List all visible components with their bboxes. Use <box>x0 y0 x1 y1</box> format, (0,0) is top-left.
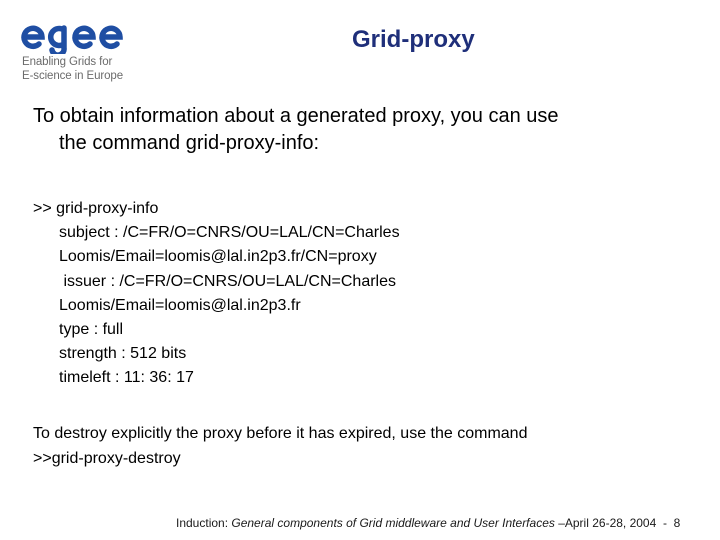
command-output <box>33 197 400 391</box>
output-line: strength : 512 bits <box>59 345 187 363</box>
destroy-text <box>33 421 527 471</box>
destroy-line1: To destroy explicitly the proxy before it has expired, use the command <box>33 425 528 442</box>
tagline-line2: E-science in Europe <box>22 70 124 82</box>
output-line: Loomis/Email=loomis@lal.in2p3.fr <box>59 296 301 314</box>
egee-wordmark-icon <box>20 20 130 54</box>
output-line: issuer : /C=FR/O=CNRS/OU=LAL/CN=Charles <box>59 272 396 290</box>
footer-date-page: –April 26-28, 2004 - 8 <box>554 516 681 530</box>
intro-line1: To obtain information about a generated proxy, you can use <box>33 105 559 127</box>
egee-logo <box>20 20 155 86</box>
logo-tagline <box>22 55 123 83</box>
intro-line2: the command grid-proxy-info: <box>59 132 320 154</box>
slide-footer <box>176 516 680 530</box>
page-title: Grid-proxy <box>352 26 475 53</box>
output-line: timeleft : 11: 36: 17 <box>59 369 194 387</box>
output-line: type : full <box>59 321 124 339</box>
footer-topic: General components of Grid middleware and User Interfaces <box>231 516 555 530</box>
output-line: subject : /C=FR/O=CNRS/OU=LAL/CN=Charles <box>59 224 400 242</box>
command-prompt: >> grid-proxy-info <box>33 200 159 217</box>
tagline-line1: Enabling Grids for <box>22 56 113 68</box>
footer-prefix: Induction: <box>176 516 232 530</box>
output-line: Loomis/Email=loomis@lal.in2p3.fr/CN=proxy <box>59 248 377 266</box>
destroy-command: >>grid-proxy-destroy <box>33 450 181 467</box>
intro-text <box>33 103 693 157</box>
